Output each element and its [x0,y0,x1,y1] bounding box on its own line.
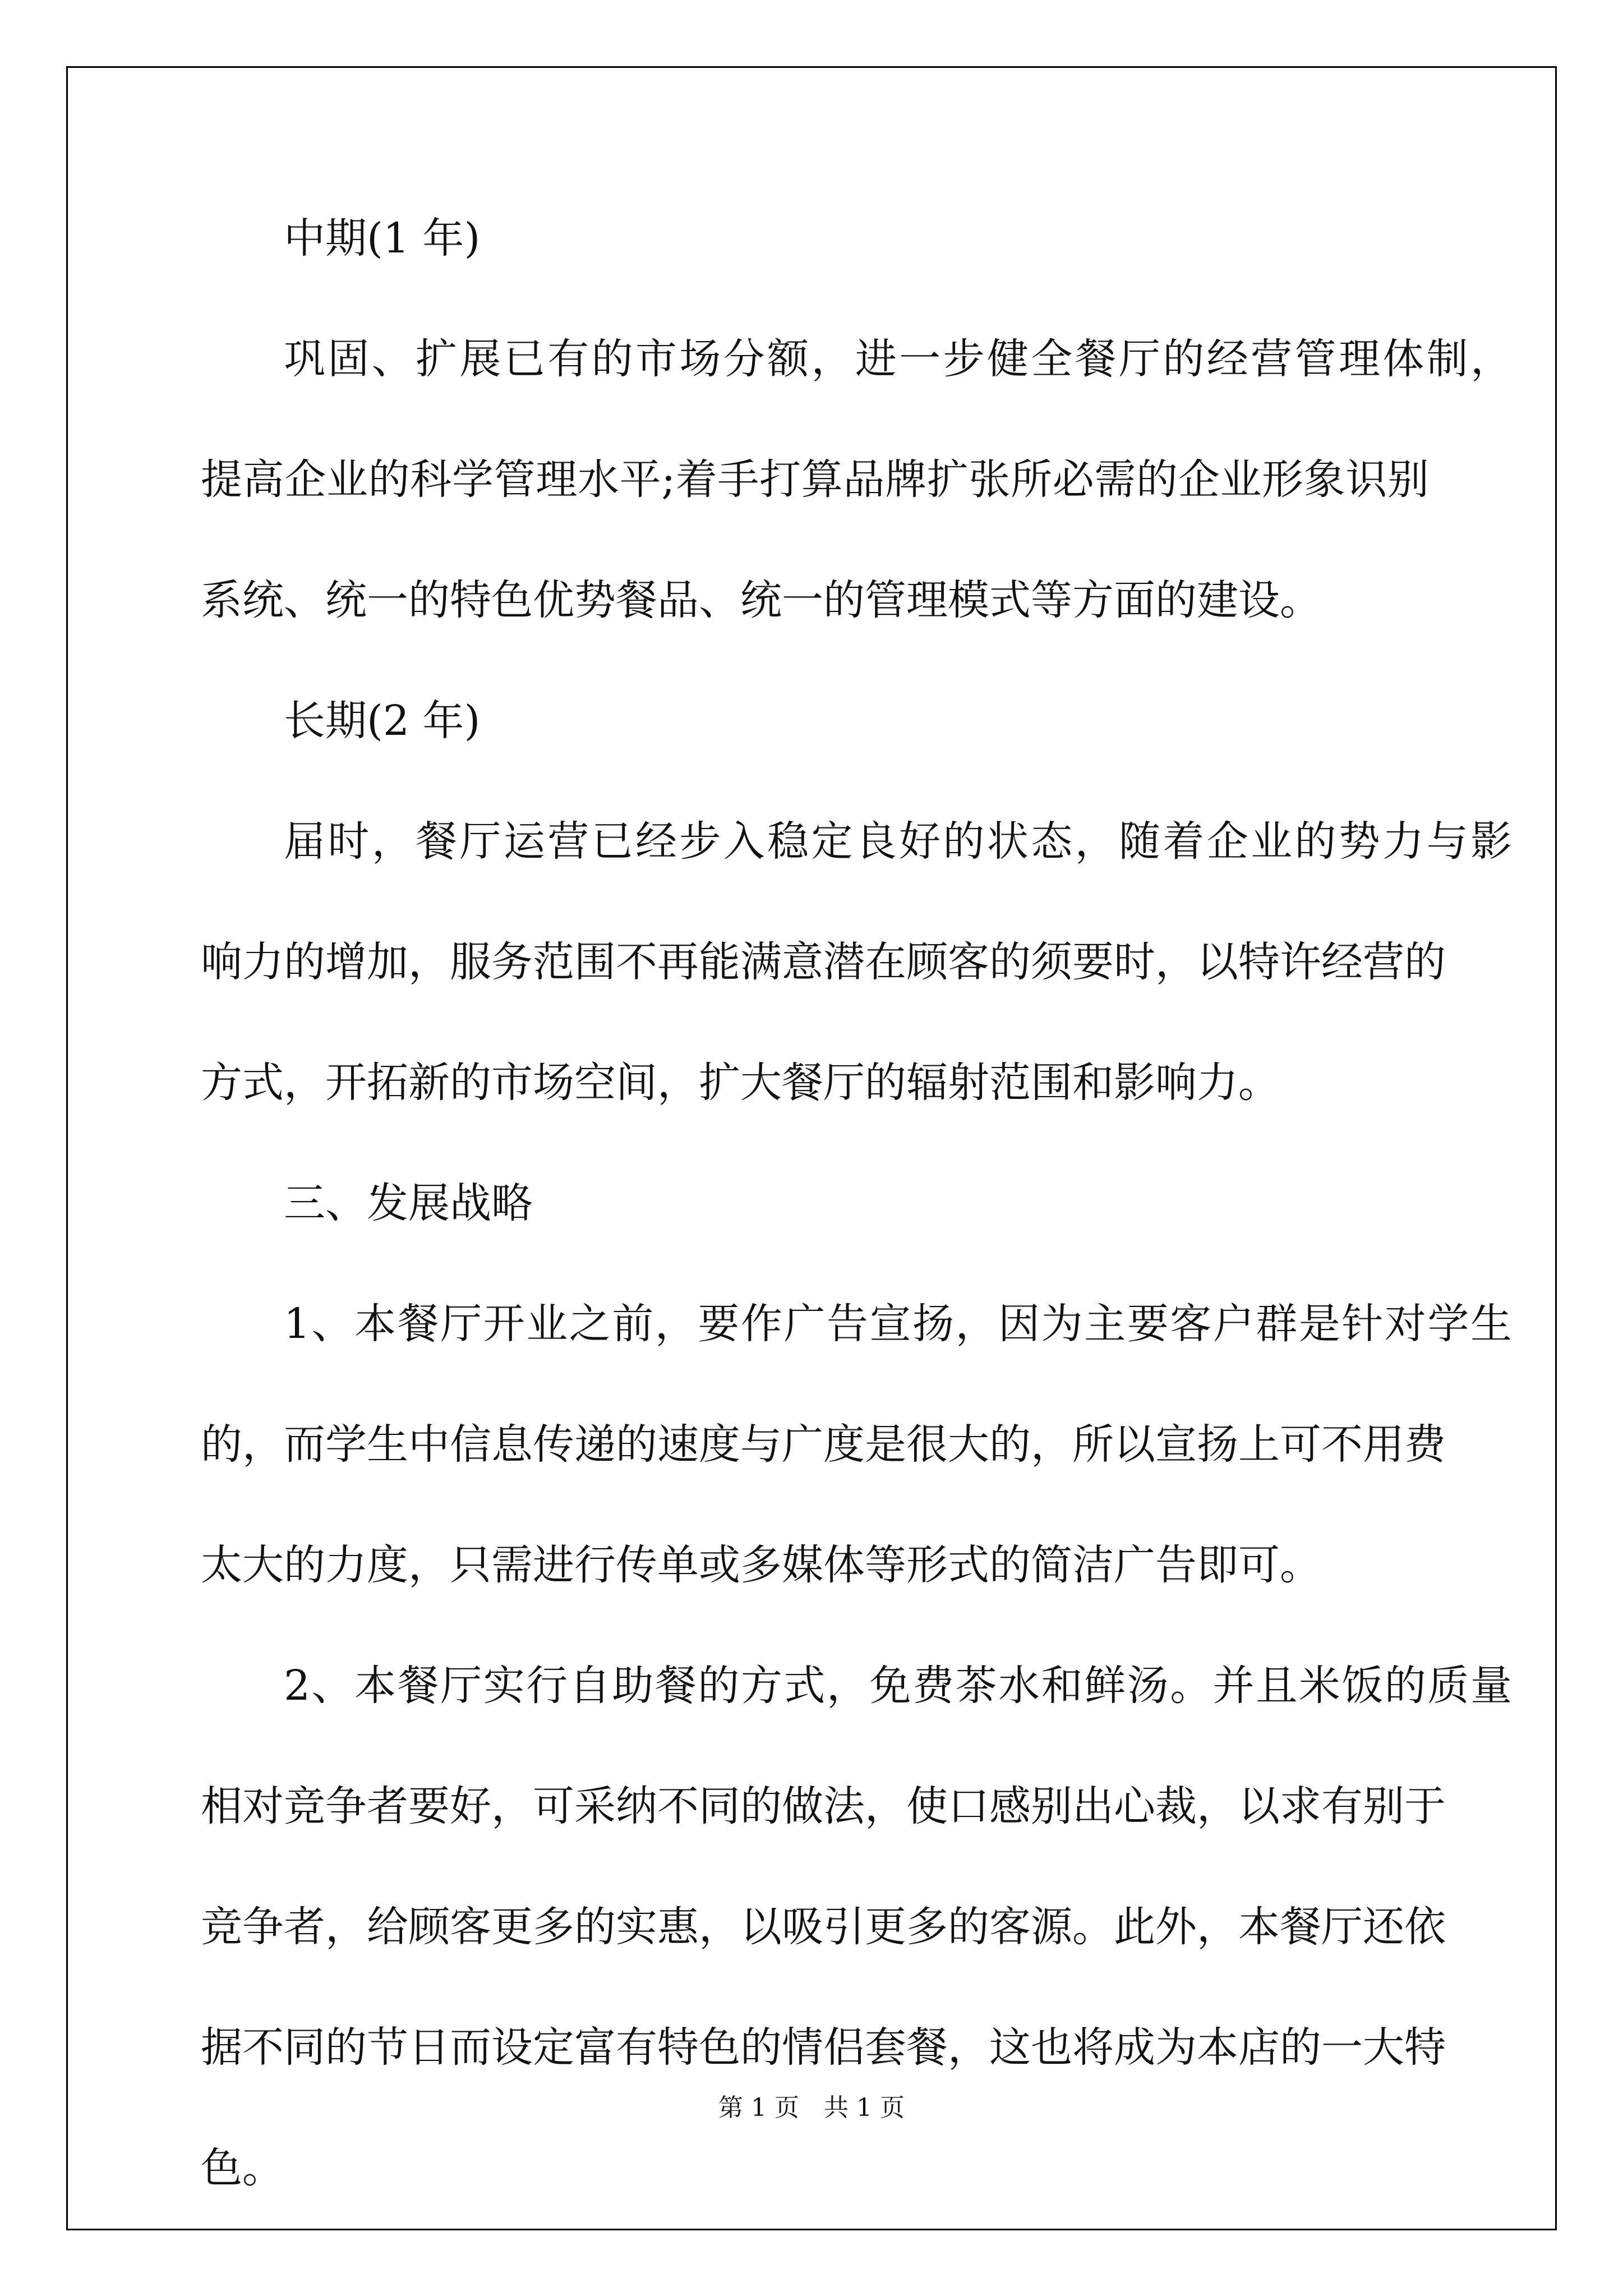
paragraph-line: 届时，餐厅运营已经步入稳定良好的状态，随着企业的势力与影 [284,817,1512,866]
paragraph-line: 响力的增加，服务范围不再能满意潜在顾客的须要时，以特许经营的 [201,938,1446,986]
paragraph-line: 1、本餐厅开业之前，要作广告宣扬，因为主要客户群是针对学生 [284,1300,1512,1348]
paragraph-line: 提高企业的科学管理水平;着手打算品牌扩张所必需的企业形象识别 [201,455,1429,504]
heading-mid-term: 中期(1 年) [284,214,481,263]
paragraph-line: 系统、统一的特色优势餐品、统一的管理模式等方面的建设。 [201,576,1321,624]
page-number-footer: 第 1 页 共 1 页 [718,2093,905,2122]
paragraph-line: 方式，开拓新的市场空间，扩大餐厅的辐射范围和影响力。 [201,1059,1280,1107]
paragraph-line: 色。 [201,2144,284,2192]
heading-strategy: 三、发展战略 [284,1179,533,1227]
paragraph-line: 太大的力度，只需进行传单或多媒体等形式的简洁广告即可。 [201,1541,1321,1589]
paragraph-line: 巩固、扩展已有的市场分额，进一步健全餐厅的经营管理体制， [284,335,1512,383]
paragraph-line: 据不同的节日而设定富有特色的情侣套餐，这也将成为本店的一大特 [201,2023,1446,2072]
paragraph-line: 相对竞争者要好，可采纳不同的做法，使口感别出心裁，以求有别于 [201,1782,1446,1830]
heading-long-term: 长期(2 年) [284,697,481,745]
paragraph-line: 2、本餐厅实行自助餐的方式，免费茶水和鲜汤。并且米饭的质量 [284,1662,1512,1710]
paragraph-line: 竞争者，给顾客更多的实惠，以吸引更多的客源。此外，本餐厅还依 [201,1903,1446,1951]
paragraph-line: 的，而学生中信息传递的速度与广度是很大的，所以宣扬上可不用费 [201,1420,1446,1469]
